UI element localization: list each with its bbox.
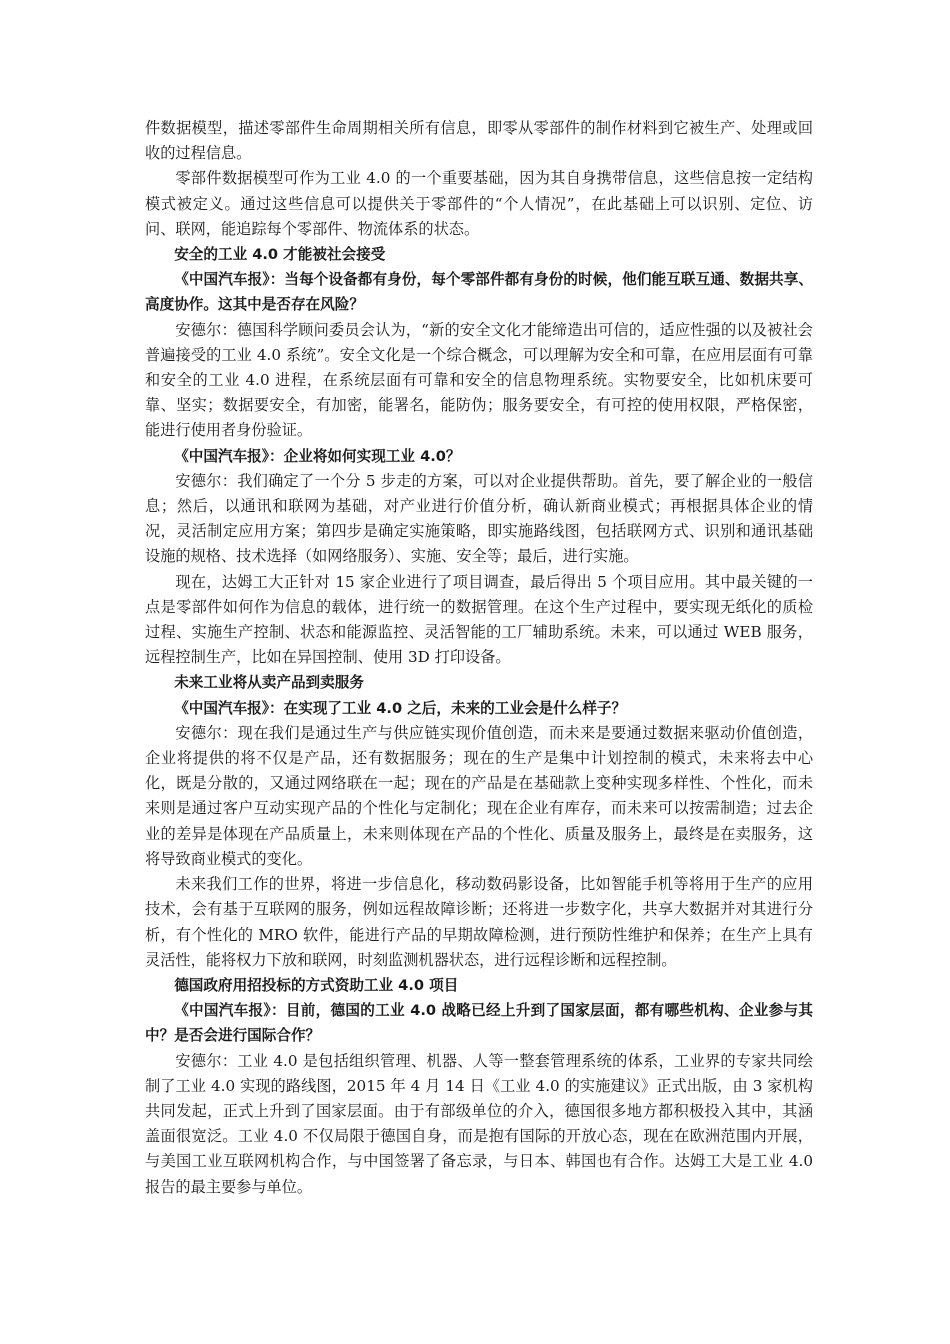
section-heading: 德国政府用招投标的方式资助工业 4.0 项目 (174, 976, 459, 994)
interview-question: 《中国汽车报》：目前，德国的工业 4.0 战略已经上升到了国家层面，都有哪些机构、企业参与其中？是否会进行国际合作？ (145, 1002, 813, 1045)
paragraph: 未来我们工作的世界，将进一步信息化，移动数码影设备，比如智能手机等将用于生产的应用技术，会有基于互联网的服务，例如远程故障诊断；还将进一步数字化，共享大数据并对其进行分析，有个性化的 MRO 软件，能进行产品的早期故障检测，进行预防性维护和保养；在生产上具有灵活性，能将权力下放和联网，时刻监测机器状态，进行远程诊断和远程控制。 (145, 875, 813, 969)
paragraph: 件数据模型，描述零部件生命周期相关所有信息，即零从零部件的制作材料到它被生产、处理或回收的过程信息。 (145, 119, 813, 163)
interview-question: 《中国汽车报》：企业将如何实现工业 4.0？ (174, 447, 461, 465)
interview-question: 《中国汽车报》：当每个设备都有身份，每个零部件都有身份的时候，他们能互联互通、数据共享、高度协作。这其中是否存在风险？ (145, 271, 813, 314)
paragraph: 现在，达姆工大正针对 15 家企业进行了项目调查，最后得出 5 个项目应用。其中最关键的一点是零部件如何作为信息的载体，进行统一的数据管理。在这个生产过程中，要实现无纸化的质检过程、实施生产控制、状态和能源监控、灵活智能的工厂辅助系统。未来，可以通过 WEB 服务，远程控制生产，比如在异国控制、使用 3D 打印设备。 (145, 572, 813, 667)
section-heading: 未来工业将从卖产品到卖服务 (174, 674, 364, 692)
interview-question: 《中国汽车报》：在实现了工业 4.0 之后，未来的工业会是什么样子？ (174, 699, 627, 717)
paragraph: 零部件数据模型可作为工业 4.0 的一个重要基础，因为其自身携带信息，这些信息按一定结构模式被定义。通过这些信息可以提供关于零部件的“个人情况”，在此基础上可以识别、定位、访问、联网，能追踪每个零部件、物流体系的状态。 (145, 169, 813, 238)
paragraph: 安德尔：工业 4.0 是包括组织管理、机器、人等一整套管理系统的体系，工业界的专家共同绘制了工业 4.0 实现的路线图，2015 年 4 月 14 日《工业 4.0 的实施建议》正式出版，由 3 家机构共同发起，正式上升到了国家层面。由于有部级单位的介入，德国很多地方都积极投入其中，其涵盖面很宽泛。工业 4.0 不仅局限于德国自身，而是抱有国际的开放心态，现在在欧洲范围内开展，与美国工业互联网机构合作，与中国签署了备忘录，与日本、韩国也有合作。达姆工大是工业 4.0 报告的最主要参与单位。 (145, 1051, 813, 1196)
paragraph: 安德尔：德国科学顾问委员会认为，“新的安全文化才能缔造出可信的，适应性强的以及被社会普遍接受的工业 4.0 系统”。安全文化是一个综合概念，可以理解为安全和可靠，在应用层面有可靠和安全的工业 4.0 进程，在系统层面有可靠和安全的信息物理系统。实物要安全，比如机床要可靠、坚实；数据要安全，有加密，能署名，能防伪；服务要安全，有可控的使用权限，严格保密，能进行使用者身份验证。 (145, 320, 813, 440)
section-heading: 安全的工业 4.0 才能被社会接受 (174, 246, 386, 264)
paragraph: 安德尔：我们确定了一个分 5 步走的方案，可以对企业提供帮助。首先，要了解企业的一般信息；然后，以通讯和联网为基础，对产业进行价值分析，确认新商业模式；再根据具体企业的情况，灵活制定应用方案；第四步是确定实施策略，即实施路线图，包括联网方式、识别和通讯基础设施的规格、技术选择（如网络服务）、实施、安全等；最后，进行实施。 (145, 471, 813, 566)
article-body (145, 116, 813, 1200)
paragraph: 安德尔：现在我们是通过生产与供应链实现价值创造，而未来是要通过数据来驱动价值创造，企业将提供的将不仅是产品，还有数据服务；现在的生产是集中计划控制的模式，未来将去中心化，既是分散的，又通过网络联在一起；现在的产品是在基础款上变种实现多样性、个性化，而未来则是通过客户互动实现产品的个性化与定制化；现在企业有库存，而未来可以按需制造；过去企业的差异是体现在产品质量上，未来则体现在产品的个性化、质量及服务上，最终是在卖服务，这将导致商业模式的变化。 (145, 723, 813, 868)
